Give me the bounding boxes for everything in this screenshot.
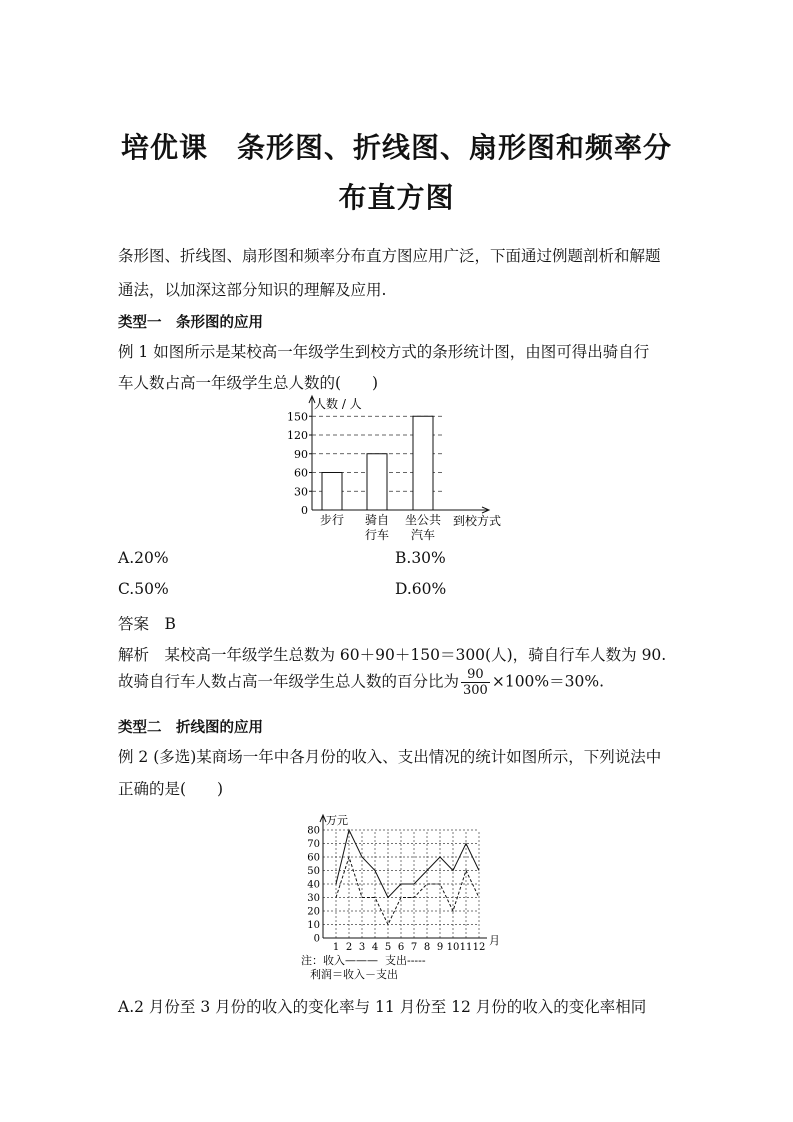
- y-tick-label: 150: [287, 410, 308, 424]
- option-b: B.30%: [395, 549, 446, 567]
- y-tick-label: 0: [313, 933, 320, 945]
- analysis-line1: 解析 某校高一年级学生总数为 60＋90＋150＝300(人)，骑自行车人数为 90.: [118, 646, 667, 664]
- x-tick-label: 5: [384, 942, 392, 953]
- bar-chart: [275, 392, 525, 544]
- y-tick-label: 40: [307, 879, 320, 891]
- x-axis-label: 到校方式: [453, 514, 502, 528]
- note-expense-legend: 支出-----: [385, 954, 426, 967]
- note-income-legend: 注：收入———: [301, 954, 378, 967]
- x-tick-label: 9: [436, 942, 444, 953]
- fraction: [461, 667, 490, 698]
- option-c: C.50%: [118, 580, 169, 598]
- page-title-line1: 培优课 条形图、折线图、扇形图和频率分: [120, 131, 672, 164]
- x-tick-label: 12: [472, 942, 486, 953]
- x-axis-label: 月: [489, 934, 500, 947]
- y-tick-label: 30: [307, 893, 320, 904]
- bar: [322, 473, 342, 511]
- bar: [367, 454, 387, 510]
- category-label: 骑自: [364, 513, 390, 527]
- y-tick-label: 60: [307, 852, 320, 864]
- y-tick-label: 0: [301, 504, 308, 517]
- intro-line2: 通法，以加深这部分知识的理解及应用.: [118, 281, 387, 299]
- y-tick-label: 30: [294, 485, 308, 499]
- analysis-text-post: ×100%＝30%.: [491, 672, 605, 691]
- expense-line: [336, 857, 479, 925]
- y-tick-label: 10: [307, 920, 320, 931]
- example1-line2: 车人数占高一年级学生总人数的( ): [118, 374, 379, 392]
- x-tick-label: 2: [345, 942, 353, 953]
- y-tick-label: 60: [294, 466, 308, 480]
- example1-line1: 例 1 如图所示是某校高一年级学生到校方式的条形统计图，由图可得出骑自行: [118, 343, 650, 361]
- y-tick-label: 120: [287, 429, 308, 442]
- analysis-text-pre: 故骑自行车人数占高一年级学生总人数的百分比为: [118, 672, 460, 691]
- x-tick-label: 1: [332, 942, 340, 953]
- intro-line1: 条形图、折线图、扇形图和频率分布直方图应用广泛，下面通过例题剖析和解题: [118, 247, 661, 265]
- y-tick-label: 90: [294, 447, 308, 461]
- category-label: 行车: [364, 528, 390, 542]
- category-label: 汽车: [410, 528, 436, 542]
- x-tick-label: 11: [459, 942, 473, 953]
- x-tick-label: 8: [423, 942, 431, 953]
- example2-line2: 正确的是( ): [118, 780, 224, 798]
- page-title-line2: 布直方图: [338, 181, 455, 214]
- category-label: 步行: [319, 513, 345, 527]
- x-tick-label: 10: [446, 942, 460, 953]
- y-tick-label: 80: [307, 825, 320, 837]
- option-2a: A.2 月份至 3 月份的收入的变化率与 11 月份至 12 月份的收入的变化率相同: [118, 998, 647, 1016]
- x-tick-label: 4: [371, 942, 379, 953]
- type2-heading: 类型二 折线图的应用: [118, 720, 263, 736]
- y-axis-label: 万元: [326, 814, 348, 827]
- line-chart: [285, 810, 505, 985]
- y-tick-label: 50: [307, 866, 320, 877]
- income-line: [336, 830, 479, 898]
- bar: [413, 416, 433, 510]
- y-axis-label: 人数 / 人: [314, 397, 362, 411]
- x-tick-label: 3: [358, 942, 366, 953]
- fraction-denominator: 300: [463, 683, 488, 698]
- y-tick-label: 20: [307, 906, 320, 918]
- note-profit: 利润＝收入－支出: [310, 968, 398, 981]
- x-tick-label: 6: [397, 942, 405, 953]
- fraction-numerator: 90: [461, 667, 490, 683]
- analysis-line2: [118, 667, 604, 698]
- answer-line: 答案 B: [118, 615, 176, 633]
- x-tick-label: 7: [410, 942, 418, 953]
- example2-line1: 例 2 (多选)某商场一年中各月份的收入、支出情况的统计如图所示，下列说法中: [118, 748, 662, 766]
- option-d: D.60%: [395, 580, 447, 598]
- category-label: 坐公共: [404, 513, 442, 527]
- type1-heading: 类型一 条形图的应用: [118, 315, 263, 331]
- option-a: A.20%: [118, 549, 169, 567]
- y-tick-label: 70: [307, 839, 320, 850]
